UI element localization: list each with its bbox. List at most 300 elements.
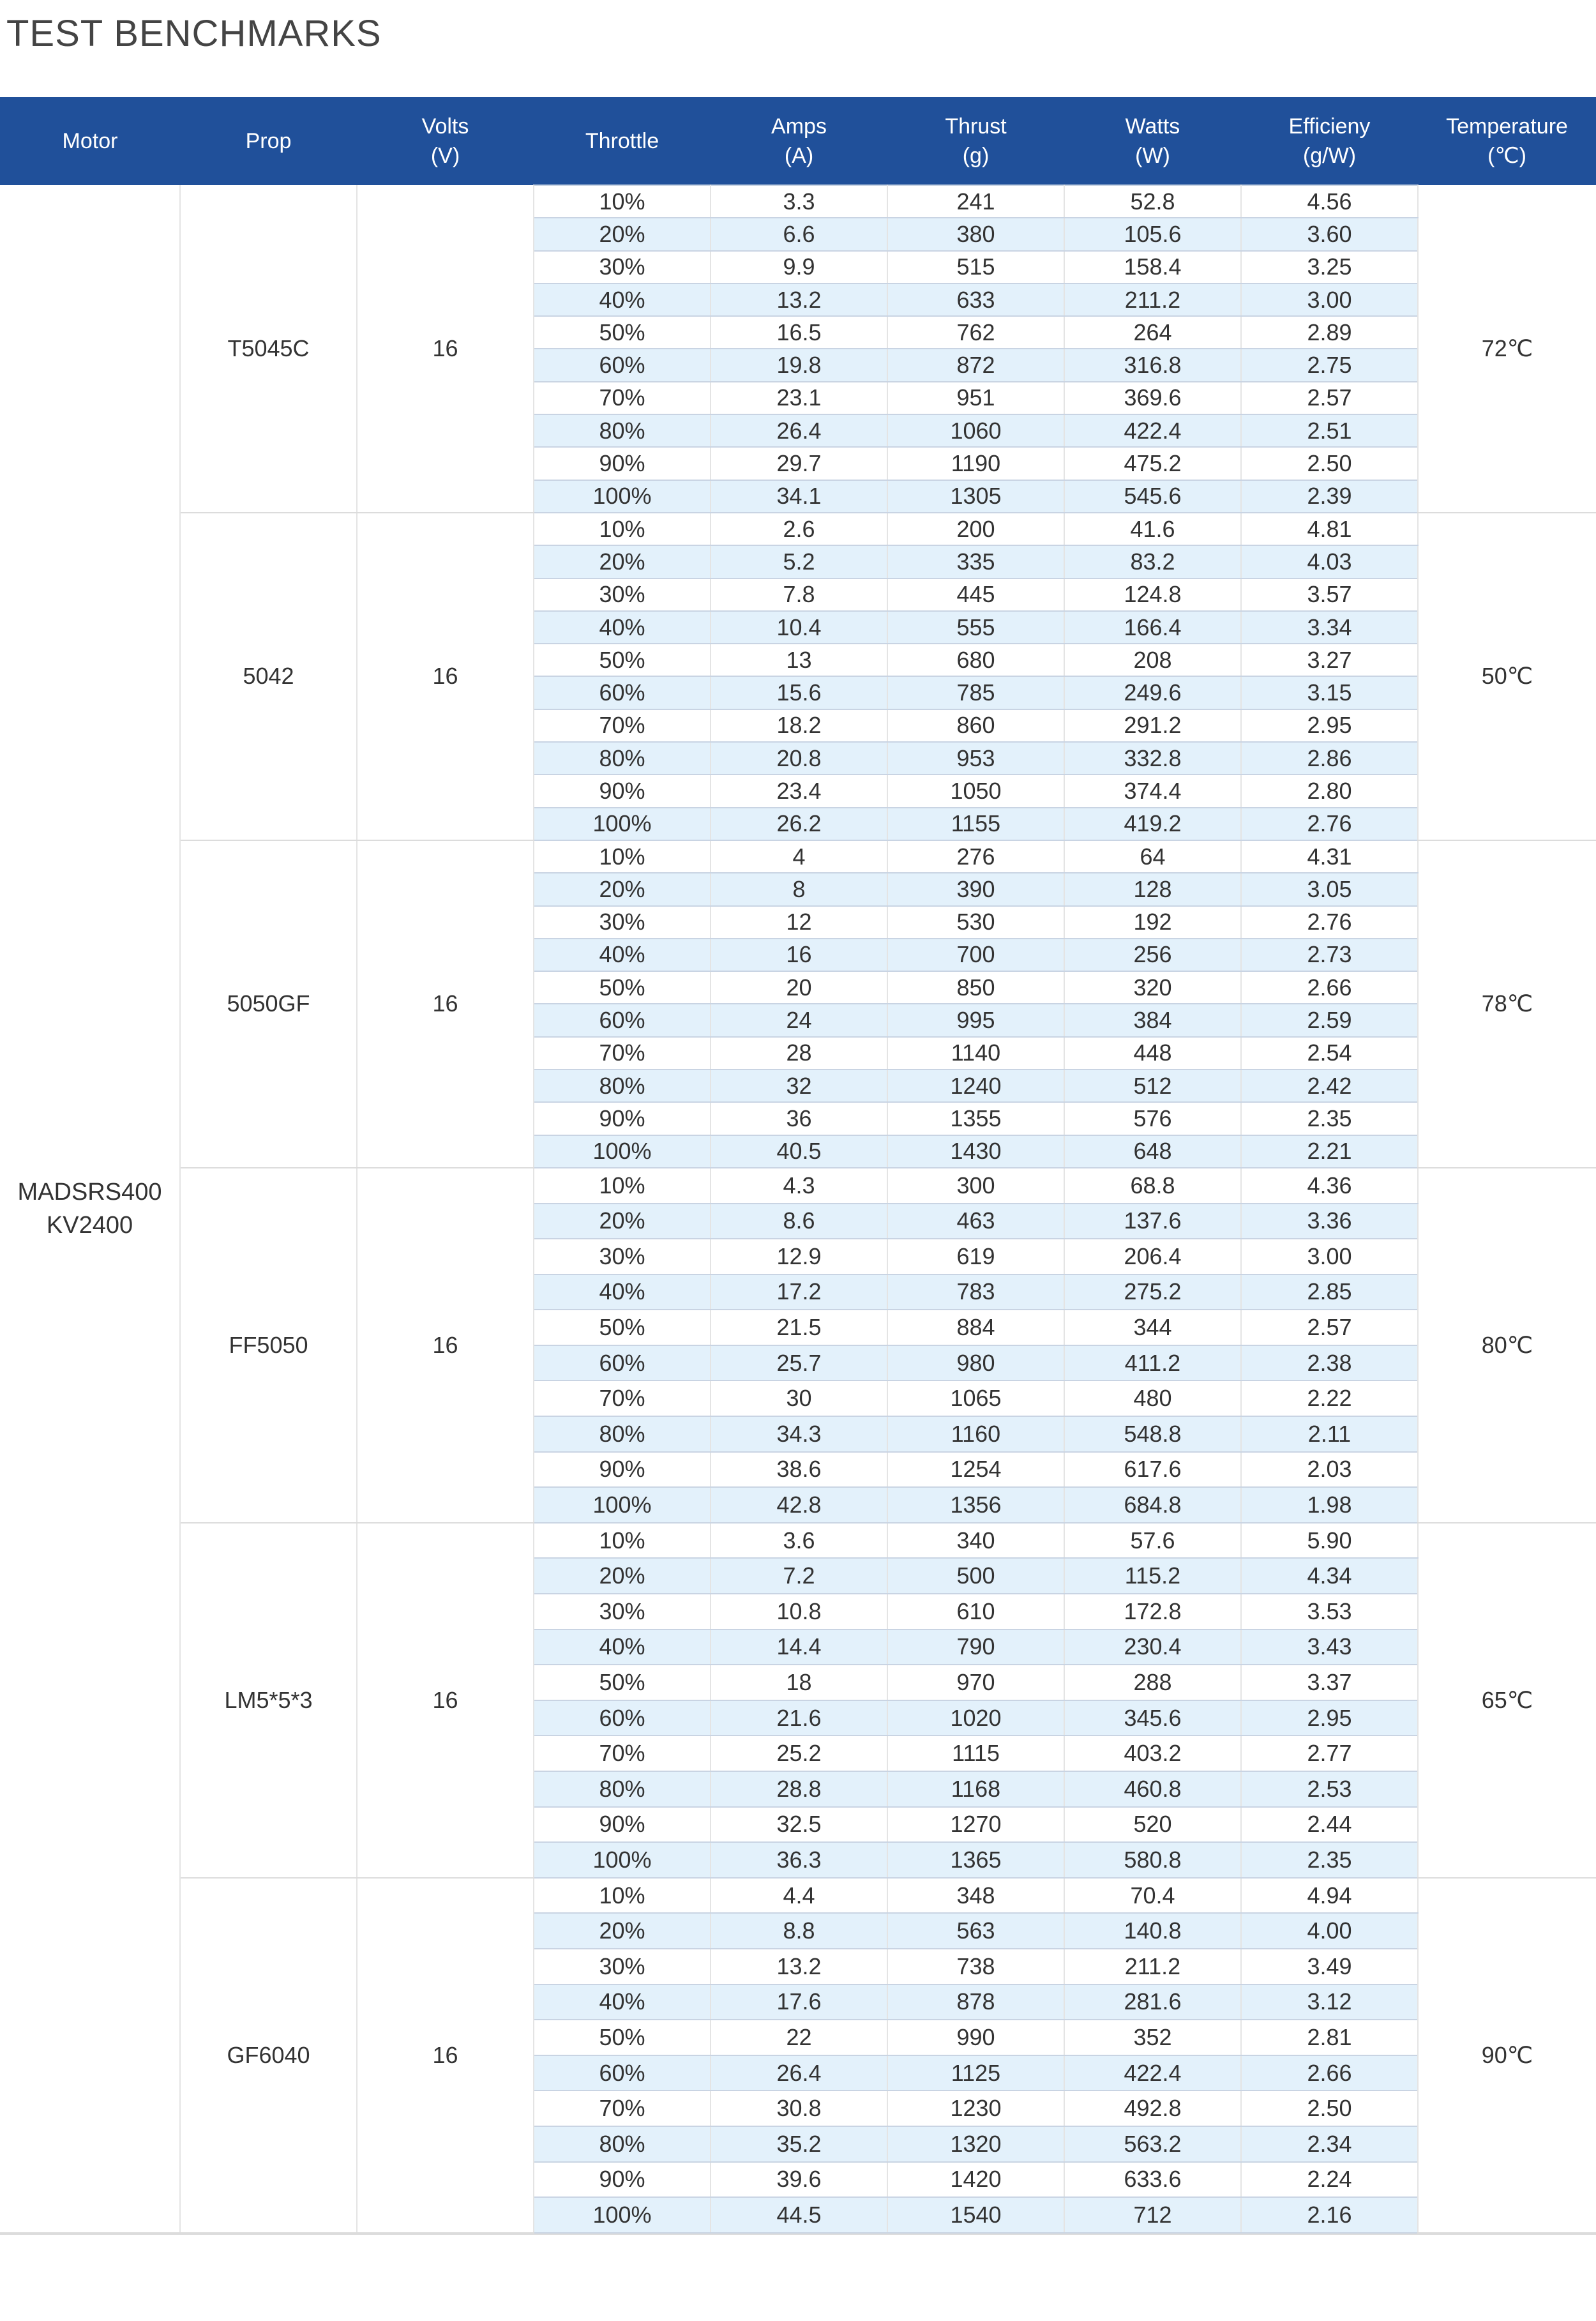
thrust-cell: 1356: [887, 1487, 1064, 1523]
efficiency-cell: 3.37: [1241, 1665, 1418, 1700]
amps-cell: 18.2: [711, 709, 887, 742]
throttle-cell: 40%: [534, 1274, 711, 1310]
thrust-cell: 790: [887, 1629, 1064, 1665]
header-motor: Motor: [0, 97, 180, 185]
thrust-cell: 445: [887, 578, 1064, 611]
amps-cell: 20.8: [711, 742, 887, 775]
efficiency-cell: 5.90: [1241, 1523, 1418, 1559]
watts-cell: 617.6: [1064, 1452, 1241, 1488]
watts-cell: 281.6: [1064, 1985, 1241, 2020]
efficiency-cell: 2.22: [1241, 1380, 1418, 1416]
efficiency-cell: 3.36: [1241, 1204, 1418, 1239]
prop-cell: LM5*5*3: [180, 1523, 357, 1878]
header-volts: [357, 97, 534, 185]
throttle-cell: 90%: [534, 1807, 711, 1843]
thrust-cell: 276: [887, 840, 1064, 873]
watts-cell: 475.2: [1064, 447, 1241, 480]
efficiency-cell: 4.81: [1241, 513, 1418, 545]
watts-cell: 158.4: [1064, 251, 1241, 284]
table-row: [0, 185, 1596, 218]
amps-cell: 12.9: [711, 1239, 887, 1274]
throttle-cell: 60%: [534, 1345, 711, 1381]
header-watts: [1064, 97, 1241, 185]
throttle-cell: 20%: [534, 873, 711, 905]
throttle-cell: 10%: [534, 1523, 711, 1559]
header-thrust-label: Thrust: [945, 114, 1007, 139]
efficiency-cell: 3.34: [1241, 611, 1418, 644]
efficiency-cell: 2.16: [1241, 2197, 1418, 2233]
amps-cell: 6.6: [711, 218, 887, 250]
efficiency-cell: 2.03: [1241, 1452, 1418, 1488]
header-temperature: [1418, 97, 1596, 185]
amps-cell: 10.8: [711, 1594, 887, 1629]
page-title: TEST BENCHMARKS: [6, 13, 382, 54]
thrust-cell: 1365: [887, 1842, 1064, 1878]
throttle-cell: 90%: [534, 2162, 711, 2198]
header-volts-label: Volts: [421, 114, 469, 139]
efficiency-cell: 2.81: [1241, 2020, 1418, 2055]
amps-cell: 44.5: [711, 2197, 887, 2233]
watts-cell: 64: [1064, 840, 1241, 873]
watts-cell: 648: [1064, 1135, 1241, 1168]
benchmark-table: [0, 97, 1596, 2234]
amps-cell: 30.8: [711, 2090, 887, 2126]
watts-cell: 140.8: [1064, 1913, 1241, 1949]
efficiency-cell: 3.53: [1241, 1594, 1418, 1629]
watts-cell: 128: [1064, 873, 1241, 905]
amps-cell: 26.4: [711, 414, 887, 447]
amps-cell: 13.2: [711, 1949, 887, 1985]
watts-cell: 411.2: [1064, 1345, 1241, 1381]
volts-cell: 16: [357, 840, 534, 1168]
header-temperature-unit: (℃): [1487, 144, 1526, 168]
header-thrust: [887, 97, 1064, 185]
throttle-cell: 80%: [534, 742, 711, 775]
amps-cell: 8: [711, 873, 887, 905]
throttle-cell: 100%: [534, 2197, 711, 2233]
watts-cell: 419.2: [1064, 808, 1241, 840]
amps-cell: 3.3: [711, 185, 887, 218]
amps-cell: 2.6: [711, 513, 887, 545]
throttle-cell: 80%: [534, 1070, 711, 1102]
thrust-cell: 200: [887, 513, 1064, 545]
amps-cell: 20: [711, 971, 887, 1004]
amps-cell: 32: [711, 1070, 887, 1102]
thrust-cell: 1230: [887, 2090, 1064, 2126]
amps-cell: 28: [711, 1037, 887, 1070]
volts-cell: 16: [357, 1523, 534, 1878]
watts-cell: 352: [1064, 2020, 1241, 2055]
efficiency-cell: 4.56: [1241, 185, 1418, 218]
watts-cell: 480: [1064, 1380, 1241, 1416]
throttle-cell: 90%: [534, 775, 711, 807]
throttle-cell: 50%: [534, 316, 711, 349]
efficiency-cell: 2.39: [1241, 480, 1418, 513]
thrust-cell: 500: [887, 1558, 1064, 1594]
throttle-cell: 40%: [534, 611, 711, 644]
thrust-cell: 610: [887, 1594, 1064, 1629]
watts-cell: 70.4: [1064, 1878, 1241, 1914]
efficiency-cell: 2.11: [1241, 1416, 1418, 1452]
throttle-cell: 50%: [534, 971, 711, 1004]
throttle-cell: 20%: [534, 1558, 711, 1594]
throttle-cell: 100%: [534, 1135, 711, 1168]
amps-cell: 38.6: [711, 1452, 887, 1488]
efficiency-cell: 3.15: [1241, 676, 1418, 709]
amps-cell: 13.2: [711, 284, 887, 316]
throttle-cell: 70%: [534, 1380, 711, 1416]
thrust-cell: 1540: [887, 2197, 1064, 2233]
table-row: [0, 1523, 1596, 1559]
temperature-cell: 78℃: [1418, 840, 1596, 1168]
efficiency-cell: 3.27: [1241, 644, 1418, 676]
amps-cell: 17.6: [711, 1985, 887, 2020]
watts-cell: 124.8: [1064, 578, 1241, 611]
throttle-cell: 40%: [534, 1985, 711, 2020]
watts-cell: 68.8: [1064, 1168, 1241, 1204]
prop-cell: FF5050: [180, 1168, 357, 1523]
table-bottom-divider: [0, 2234, 1596, 2235]
throttle-cell: 70%: [534, 1735, 711, 1771]
header-temperature-label: Temperature: [1446, 114, 1568, 139]
efficiency-cell: 2.50: [1241, 2090, 1418, 2126]
thrust-cell: 1190: [887, 447, 1064, 480]
watts-cell: 576: [1064, 1102, 1241, 1135]
amps-cell: 35.2: [711, 2126, 887, 2162]
throttle-cell: 60%: [534, 1004, 711, 1036]
efficiency-cell: 2.35: [1241, 1842, 1418, 1878]
amps-cell: 24: [711, 1004, 887, 1036]
header-amps-label: Amps: [771, 114, 827, 139]
watts-cell: 460.8: [1064, 1771, 1241, 1807]
watts-cell: 291.2: [1064, 709, 1241, 742]
thrust-cell: 1155: [887, 808, 1064, 840]
thrust-cell: 1125: [887, 2055, 1064, 2091]
watts-cell: 211.2: [1064, 1949, 1241, 1985]
thrust-cell: 785: [887, 676, 1064, 709]
prop-cell: T5045C: [180, 185, 357, 513]
header-watts-unit: (W): [1135, 143, 1170, 168]
amps-cell: 10.4: [711, 611, 887, 644]
thrust-cell: 340: [887, 1523, 1064, 1559]
throttle-cell: 30%: [534, 578, 711, 611]
thrust-cell: 390: [887, 873, 1064, 905]
efficiency-cell: 4.94: [1241, 1878, 1418, 1914]
throttle-cell: 60%: [534, 349, 711, 381]
thrust-cell: 860: [887, 709, 1064, 742]
thrust-cell: 563: [887, 1913, 1064, 1949]
throttle-cell: 20%: [534, 545, 711, 578]
throttle-cell: 80%: [534, 2126, 711, 2162]
temperature-cell: 65℃: [1418, 1523, 1596, 1878]
table-row: [0, 513, 1596, 545]
efficiency-cell: 2.50: [1241, 447, 1418, 480]
watts-cell: 422.4: [1064, 414, 1241, 447]
watts-cell: 448: [1064, 1037, 1241, 1070]
throttle-cell: 60%: [534, 676, 711, 709]
watts-cell: 374.4: [1064, 775, 1241, 807]
thrust-cell: 1065: [887, 1380, 1064, 1416]
thrust-cell: 970: [887, 1665, 1064, 1700]
efficiency-cell: 2.89: [1241, 316, 1418, 349]
amps-cell: 8.6: [711, 1204, 887, 1239]
temperature-cell: 72℃: [1418, 185, 1596, 513]
thrust-cell: 980: [887, 1345, 1064, 1381]
efficiency-cell: 2.73: [1241, 939, 1418, 971]
watts-cell: 83.2: [1064, 545, 1241, 578]
throttle-cell: 30%: [534, 1949, 711, 1985]
throttle-cell: 70%: [534, 709, 711, 742]
thrust-cell: 990: [887, 2020, 1064, 2055]
header-amps-unit: (A): [784, 143, 814, 168]
watts-cell: 403.2: [1064, 1735, 1241, 1771]
watts-cell: 206.4: [1064, 1239, 1241, 1274]
watts-cell: 684.8: [1064, 1487, 1241, 1523]
efficiency-cell: 2.77: [1241, 1735, 1418, 1771]
watts-cell: 316.8: [1064, 349, 1241, 381]
thrust-cell: 872: [887, 349, 1064, 381]
table-body: [0, 185, 1596, 2233]
thrust-cell: 348: [887, 1878, 1064, 1914]
thrust-cell: 1020: [887, 1700, 1064, 1736]
efficiency-cell: 2.21: [1241, 1135, 1418, 1168]
throttle-cell: 20%: [534, 218, 711, 250]
efficiency-cell: 2.85: [1241, 1274, 1418, 1310]
watts-cell: 492.8: [1064, 2090, 1241, 2126]
thrust-cell: 1320: [887, 2126, 1064, 2162]
efficiency-cell: 2.59: [1241, 1004, 1418, 1036]
amps-cell: 34.1: [711, 480, 887, 513]
efficiency-cell: 3.00: [1241, 284, 1418, 316]
thrust-cell: 680: [887, 644, 1064, 676]
watts-cell: 137.6: [1064, 1204, 1241, 1239]
volts-cell: 16: [357, 513, 534, 840]
watts-cell: 57.6: [1064, 1523, 1241, 1559]
amps-cell: 29.7: [711, 447, 887, 480]
efficiency-cell: 2.66: [1241, 971, 1418, 1004]
efficiency-cell: 2.53: [1241, 1771, 1418, 1807]
watts-cell: 41.6: [1064, 513, 1241, 545]
temperature-cell: 80℃: [1418, 1168, 1596, 1523]
efficiency-cell: 3.00: [1241, 1239, 1418, 1274]
thrust-cell: 884: [887, 1310, 1064, 1345]
thrust-cell: 953: [887, 742, 1064, 775]
thrust-cell: 1060: [887, 414, 1064, 447]
table-row: [0, 1878, 1596, 1914]
throttle-cell: 50%: [534, 1310, 711, 1345]
amps-cell: 16: [711, 939, 887, 971]
efficiency-cell: 4.00: [1241, 1913, 1418, 1949]
amps-cell: 30: [711, 1380, 887, 1416]
header-thrust-unit: (g): [962, 143, 990, 168]
amps-cell: 4.3: [711, 1168, 887, 1204]
amps-cell: 14.4: [711, 1629, 887, 1665]
throttle-cell: 10%: [534, 840, 711, 873]
amps-cell: 15.6: [711, 676, 887, 709]
efficiency-cell: 2.76: [1241, 808, 1418, 840]
throttle-cell: 30%: [534, 251, 711, 284]
watts-cell: 115.2: [1064, 1558, 1241, 1594]
throttle-cell: 70%: [534, 382, 711, 414]
efficiency-cell: 4.36: [1241, 1168, 1418, 1204]
throttle-cell: 70%: [534, 1037, 711, 1070]
efficiency-cell: 4.31: [1241, 840, 1418, 873]
watts-cell: 320: [1064, 971, 1241, 1004]
thrust-cell: 1355: [887, 1102, 1064, 1135]
throttle-cell: 20%: [534, 1913, 711, 1949]
watts-cell: 369.6: [1064, 382, 1241, 414]
header-throttle: Throttle: [534, 97, 711, 185]
efficiency-cell: 2.95: [1241, 709, 1418, 742]
throttle-cell: 60%: [534, 1700, 711, 1736]
thrust-cell: 1140: [887, 1037, 1064, 1070]
watts-cell: 256: [1064, 939, 1241, 971]
efficiency-cell: 2.51: [1241, 414, 1418, 447]
header-amps: [711, 97, 887, 185]
thrust-cell: 1254: [887, 1452, 1064, 1488]
temperature-cell: 50℃: [1418, 513, 1596, 840]
watts-cell: 422.4: [1064, 2055, 1241, 2091]
efficiency-cell: 3.60: [1241, 218, 1418, 250]
thrust-cell: 700: [887, 939, 1064, 971]
efficiency-cell: 3.05: [1241, 873, 1418, 905]
efficiency-cell: 2.38: [1241, 1345, 1418, 1381]
amps-cell: 8.8: [711, 1913, 887, 1949]
thrust-cell: 1270: [887, 1807, 1064, 1843]
amps-cell: 21.6: [711, 1700, 887, 1736]
throttle-cell: 10%: [534, 1168, 711, 1204]
watts-cell: 344: [1064, 1310, 1241, 1345]
thrust-cell: 380: [887, 218, 1064, 250]
watts-cell: 192: [1064, 906, 1241, 939]
amps-cell: 34.3: [711, 1416, 887, 1452]
thrust-cell: 515: [887, 251, 1064, 284]
throttle-cell: 80%: [534, 1416, 711, 1452]
throttle-cell: 10%: [534, 185, 711, 218]
amps-cell: 4.4: [711, 1878, 887, 1914]
efficiency-cell: 2.44: [1241, 1807, 1418, 1843]
efficiency-cell: 4.03: [1241, 545, 1418, 578]
header-volts-unit: (V): [430, 144, 460, 168]
throttle-cell: 100%: [534, 1487, 711, 1523]
efficiency-cell: 2.80: [1241, 775, 1418, 807]
efficiency-cell: 2.24: [1241, 2162, 1418, 2198]
thrust-cell: 1420: [887, 2162, 1064, 2198]
watts-cell: 520: [1064, 1807, 1241, 1843]
throttle-cell: 100%: [534, 1842, 711, 1878]
throttle-cell: 50%: [534, 644, 711, 676]
watts-cell: 172.8: [1064, 1594, 1241, 1629]
efficiency-cell: 2.35: [1241, 1102, 1418, 1135]
header-efficiency: [1241, 97, 1418, 185]
amps-cell: 3.6: [711, 1523, 887, 1559]
thrust-cell: 995: [887, 1004, 1064, 1036]
thrust-cell: 335: [887, 545, 1064, 578]
efficiency-cell: 2.76: [1241, 906, 1418, 939]
thrust-cell: 783: [887, 1274, 1064, 1310]
prop-cell: 5050GF: [180, 840, 357, 1168]
watts-cell: 512: [1064, 1070, 1241, 1102]
watts-cell: 384: [1064, 1004, 1241, 1036]
efficiency-cell: 2.57: [1241, 382, 1418, 414]
efficiency-cell: 2.57: [1241, 1310, 1418, 1345]
efficiency-cell: 1.98: [1241, 1487, 1418, 1523]
thrust-cell: 300: [887, 1168, 1064, 1204]
throttle-cell: 80%: [534, 414, 711, 447]
amps-cell: 36.3: [711, 1842, 887, 1878]
thrust-cell: 878: [887, 1985, 1064, 2020]
thrust-cell: 1115: [887, 1735, 1064, 1771]
efficiency-cell: 2.42: [1241, 1070, 1418, 1102]
amps-cell: 36: [711, 1102, 887, 1135]
throttle-cell: 100%: [534, 480, 711, 513]
amps-cell: 7.2: [711, 1558, 887, 1594]
thrust-cell: 1168: [887, 1771, 1064, 1807]
motor-kv: KV2400: [46, 1211, 133, 1239]
watts-cell: 545.6: [1064, 480, 1241, 513]
watts-cell: 211.2: [1064, 284, 1241, 316]
throttle-cell: 90%: [534, 1102, 711, 1135]
prop-cell: GF6040: [180, 1878, 357, 2233]
thrust-cell: 555: [887, 611, 1064, 644]
amps-cell: 12: [711, 906, 887, 939]
watts-cell: 288: [1064, 1665, 1241, 1700]
efficiency-cell: 2.86: [1241, 742, 1418, 775]
thrust-cell: 633: [887, 284, 1064, 316]
watts-cell: 264: [1064, 316, 1241, 349]
prop-cell: 5042: [180, 513, 357, 840]
table-row: [0, 840, 1596, 873]
watts-cell: 712: [1064, 2197, 1241, 2233]
throttle-cell: 90%: [534, 447, 711, 480]
watts-cell: 208: [1064, 644, 1241, 676]
efficiency-cell: 2.75: [1241, 349, 1418, 381]
watts-cell: 166.4: [1064, 611, 1241, 644]
efficiency-cell: 3.12: [1241, 1985, 1418, 2020]
amps-cell: 7.8: [711, 578, 887, 611]
efficiency-cell: 2.95: [1241, 1700, 1418, 1736]
thrust-cell: 1160: [887, 1416, 1064, 1452]
amps-cell: 42.8: [711, 1487, 887, 1523]
throttle-cell: 10%: [534, 513, 711, 545]
header-efficiency-label: Efficieny: [1288, 114, 1371, 139]
motor-name: MADSRS400: [17, 1178, 162, 1206]
amps-cell: 26.2: [711, 808, 887, 840]
watts-cell: 633.6: [1064, 2162, 1241, 2198]
amps-cell: 9.9: [711, 251, 887, 284]
efficiency-cell: 3.49: [1241, 1949, 1418, 1985]
watts-cell: 580.8: [1064, 1842, 1241, 1878]
efficiency-cell: 3.43: [1241, 1629, 1418, 1665]
thrust-cell: 241: [887, 185, 1064, 218]
watts-cell: 563.2: [1064, 2126, 1241, 2162]
volts-cell: 16: [357, 185, 534, 513]
thrust-cell: 1430: [887, 1135, 1064, 1168]
thrust-cell: 463: [887, 1204, 1064, 1239]
throttle-cell: 30%: [534, 1239, 711, 1274]
throttle-cell: 90%: [534, 1452, 711, 1488]
throttle-cell: 100%: [534, 808, 711, 840]
amps-cell: 4: [711, 840, 887, 873]
throttle-cell: 30%: [534, 906, 711, 939]
table-row: [0, 1168, 1596, 1204]
amps-cell: 23.1: [711, 382, 887, 414]
throttle-cell: 80%: [534, 1771, 711, 1807]
amps-cell: 17.2: [711, 1274, 887, 1310]
amps-cell: 32.5: [711, 1807, 887, 1843]
throttle-cell: 40%: [534, 939, 711, 971]
thrust-cell: 762: [887, 316, 1064, 349]
